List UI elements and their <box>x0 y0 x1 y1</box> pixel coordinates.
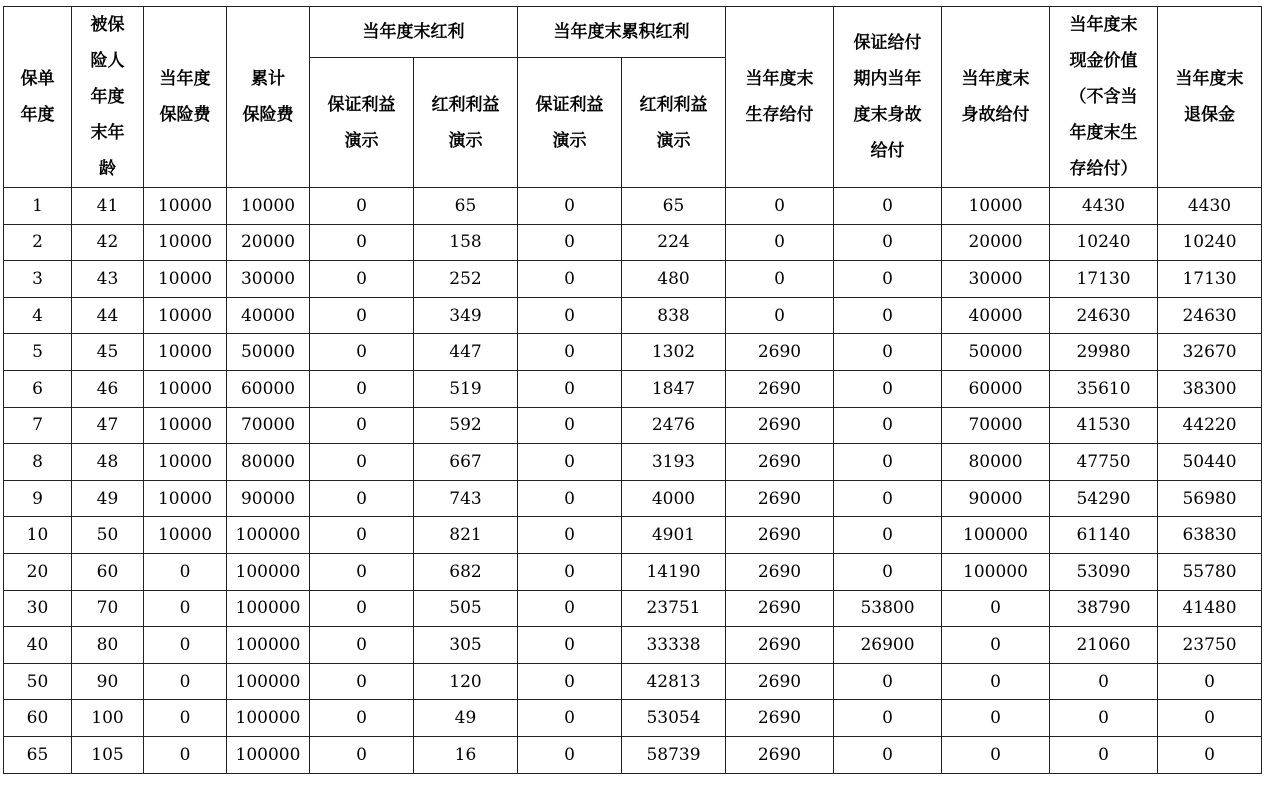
cell-death-benefit: 100000 <box>942 553 1050 590</box>
cell-policy-year: 1 <box>4 188 72 225</box>
cell-bonus-guaranteed: 0 <box>310 517 414 554</box>
cell-survival-benefit: 0 <box>726 224 834 261</box>
cell-cash-value: 24630 <box>1050 297 1158 334</box>
cell-cum-bonus-guaranteed: 0 <box>518 590 622 627</box>
cell-guarantee-death-benefit: 0 <box>834 370 942 407</box>
cell-bonus-guaranteed: 0 <box>310 188 414 225</box>
cell-bonus-guaranteed: 0 <box>310 736 414 773</box>
table-row <box>4 480 1262 517</box>
cell-cum-bonus-guaranteed: 0 <box>518 297 622 334</box>
table-row <box>4 700 1262 737</box>
cell-cumulative-premium: 20000 <box>227 224 310 261</box>
cell-annual-premium: 10000 <box>144 224 227 261</box>
cell-bonus-guaranteed: 0 <box>310 663 414 700</box>
cell-death-benefit: 70000 <box>942 407 1050 444</box>
cell-cum-bonus-dividend: 53054 <box>622 700 726 737</box>
cell-cash-value: 0 <box>1050 663 1158 700</box>
header-line: 险人 <box>90 51 125 71</box>
cell-policy-year: 7 <box>4 407 72 444</box>
cell-survival-benefit: 2690 <box>726 370 834 407</box>
cell-surrender-value: 23750 <box>1158 627 1262 664</box>
cell-policy-year: 50 <box>4 663 72 700</box>
cell-cum-bonus-guaranteed: 0 <box>518 407 622 444</box>
cell-bonus-dividend: 743 <box>414 480 518 517</box>
benefit-illustration-table <box>3 6 1262 774</box>
cell-insured-age: 50 <box>72 517 144 554</box>
cell-policy-year: 4 <box>4 297 72 334</box>
cell-surrender-value: 55780 <box>1158 553 1262 590</box>
cell-survival-benefit: 0 <box>726 261 834 298</box>
cell-cash-value: 35610 <box>1050 370 1158 407</box>
cell-annual-premium: 0 <box>144 627 227 664</box>
cell-cumulative-premium: 30000 <box>227 261 310 298</box>
cell-cash-value: 0 <box>1050 700 1158 737</box>
header-line: 当年度末 <box>1175 69 1244 89</box>
cell-surrender-value: 50440 <box>1158 444 1262 481</box>
cell-cum-bonus-guaranteed: 0 <box>518 663 622 700</box>
header-line: 保险费 <box>242 105 294 125</box>
header-line: 退保金 <box>1184 105 1235 125</box>
cell-cumulative-premium: 100000 <box>227 553 310 590</box>
header-surrender-value <box>1158 7 1262 188</box>
table-row <box>4 188 1262 225</box>
cell-bonus-guaranteed: 0 <box>310 700 414 737</box>
cell-survival-benefit: 2690 <box>726 663 834 700</box>
cell-guarantee-death-benefit: 0 <box>834 480 942 517</box>
cell-cumulative-premium: 70000 <box>227 407 310 444</box>
header-line: 演示 <box>448 130 483 151</box>
header-death-benefit <box>942 7 1050 188</box>
cell-insured-age: 60 <box>72 553 144 590</box>
cell-death-benefit: 50000 <box>942 334 1050 371</box>
cell-bonus-dividend: 252 <box>414 261 518 298</box>
table-row <box>4 627 1262 664</box>
cell-bonus-guaranteed: 0 <box>310 297 414 334</box>
cell-surrender-value: 32670 <box>1158 334 1262 371</box>
cell-bonus-dividend: 505 <box>414 590 518 627</box>
cell-bonus-dividend: 305 <box>414 627 518 664</box>
cell-cum-bonus-guaranteed: 0 <box>518 480 622 517</box>
cell-cumulative-premium: 10000 <box>227 188 310 225</box>
cell-surrender-value: 0 <box>1158 736 1262 773</box>
cell-bonus-dividend: 592 <box>414 407 518 444</box>
table-row <box>4 297 1262 334</box>
cell-guarantee-death-benefit: 0 <box>834 261 942 298</box>
cell-bonus-guaranteed: 0 <box>310 444 414 481</box>
cell-survival-benefit: 2690 <box>726 444 834 481</box>
cell-bonus-guaranteed: 0 <box>310 627 414 664</box>
cell-cum-bonus-dividend: 838 <box>622 297 726 334</box>
cell-guarantee-death-benefit: 0 <box>834 444 942 481</box>
header-cum-bonus-dividend <box>622 58 726 188</box>
cell-survival-benefit: 2690 <box>726 700 834 737</box>
header-line: 度末身故 <box>853 105 922 125</box>
cell-guarantee-death-benefit: 53800 <box>834 590 942 627</box>
cell-surrender-value: 38300 <box>1158 370 1262 407</box>
header-line: 保单 <box>20 69 55 89</box>
cell-death-benefit: 80000 <box>942 444 1050 481</box>
cell-cash-value: 41530 <box>1050 407 1158 444</box>
cell-cum-bonus-guaranteed: 0 <box>518 370 622 407</box>
header-line: 末年 <box>90 123 125 143</box>
cell-cumulative-premium: 40000 <box>227 297 310 334</box>
cell-cum-bonus-guaranteed: 0 <box>518 188 622 225</box>
cell-cumulative-premium: 100000 <box>227 736 310 773</box>
header-line: 累计 <box>251 69 285 89</box>
header-line: 保险费 <box>159 105 211 125</box>
table-row <box>4 224 1262 261</box>
header-group-annual-bonus: 当年度末红利 <box>310 7 518 58</box>
cell-bonus-guaranteed: 0 <box>310 334 414 371</box>
header-line: 保证给付 <box>853 33 922 53</box>
cell-policy-year: 40 <box>4 627 72 664</box>
cell-cash-value: 10240 <box>1050 224 1158 261</box>
header-line: 年度 <box>20 105 55 125</box>
cell-bonus-dividend: 821 <box>414 517 518 554</box>
cell-guarantee-death-benefit: 26900 <box>834 627 942 664</box>
top-text-fragment <box>960 0 1070 4</box>
header-line: 红利利益 <box>431 94 500 115</box>
cell-death-benefit: 90000 <box>942 480 1050 517</box>
cell-bonus-guaranteed: 0 <box>310 553 414 590</box>
cell-insured-age: 48 <box>72 444 144 481</box>
cell-surrender-value: 0 <box>1158 663 1262 700</box>
cell-cumulative-premium: 50000 <box>227 334 310 371</box>
table-row <box>4 444 1262 481</box>
cell-cash-value: 4430 <box>1050 188 1158 225</box>
cell-bonus-dividend: 519 <box>414 370 518 407</box>
cell-death-benefit: 0 <box>942 663 1050 700</box>
cell-insured-age: 45 <box>72 334 144 371</box>
cell-guarantee-death-benefit: 0 <box>834 297 942 334</box>
cell-survival-benefit: 2690 <box>726 553 834 590</box>
cell-annual-premium: 10000 <box>144 261 227 298</box>
cell-cash-value: 54290 <box>1050 480 1158 517</box>
cell-surrender-value: 56980 <box>1158 480 1262 517</box>
cell-cum-bonus-guaranteed: 0 <box>518 334 622 371</box>
benefit-illustration-table-wrapper <box>3 6 1262 774</box>
cell-survival-benefit: 2690 <box>726 627 834 664</box>
cell-bonus-guaranteed: 0 <box>310 480 414 517</box>
header-line: 年度 <box>90 87 125 107</box>
cell-insured-age: 100 <box>72 700 144 737</box>
cell-cum-bonus-dividend: 1847 <box>622 370 726 407</box>
cell-cum-bonus-dividend: 3193 <box>622 444 726 481</box>
header-bonus-dividend <box>414 58 518 188</box>
header-cum-bonus-guaranteed <box>518 58 622 188</box>
header-group-cumulative-bonus: 当年度末累积红利 <box>518 7 726 58</box>
cell-surrender-value: 63830 <box>1158 517 1262 554</box>
cell-cash-value: 47750 <box>1050 444 1158 481</box>
cell-bonus-dividend: 65 <box>414 188 518 225</box>
cell-cash-value: 61140 <box>1050 517 1158 554</box>
header-line: 红利利益 <box>639 94 708 115</box>
header-line: 存给付） <box>1069 159 1138 179</box>
cell-death-benefit: 0 <box>942 700 1050 737</box>
cell-cum-bonus-dividend: 224 <box>622 224 726 261</box>
cell-death-benefit: 0 <box>942 590 1050 627</box>
cell-policy-year: 3 <box>4 261 72 298</box>
cell-survival-benefit: 0 <box>726 188 834 225</box>
header-line: 演示 <box>552 130 587 151</box>
cell-death-benefit: 100000 <box>942 517 1050 554</box>
cell-surrender-value: 24630 <box>1158 297 1262 334</box>
cell-survival-benefit: 2690 <box>726 590 834 627</box>
header-line: 当年度 <box>159 69 211 89</box>
cell-bonus-dividend: 16 <box>414 736 518 773</box>
header-policy-year <box>4 7 72 188</box>
header-survival-benefit <box>726 7 834 188</box>
cell-guarantee-death-benefit: 0 <box>834 224 942 261</box>
cell-death-benefit: 0 <box>942 627 1050 664</box>
cell-cum-bonus-guaranteed: 0 <box>518 627 622 664</box>
cell-policy-year: 6 <box>4 370 72 407</box>
cell-insured-age: 44 <box>72 297 144 334</box>
header-line: 演示 <box>344 130 379 151</box>
cell-cum-bonus-dividend: 480 <box>622 261 726 298</box>
cell-bonus-dividend: 447 <box>414 334 518 371</box>
header-line: 演示 <box>656 130 691 151</box>
cell-insured-age: 49 <box>72 480 144 517</box>
table-row <box>4 407 1262 444</box>
header-line: 身故给付 <box>961 105 1030 125</box>
cell-guarantee-death-benefit: 0 <box>834 517 942 554</box>
cell-cumulative-premium: 60000 <box>227 370 310 407</box>
cell-cum-bonus-dividend: 14190 <box>622 553 726 590</box>
cell-annual-premium: 10000 <box>144 334 227 371</box>
cell-insured-age: 41 <box>72 188 144 225</box>
cell-annual-premium: 10000 <box>144 444 227 481</box>
table-row <box>4 334 1262 371</box>
cell-policy-year: 30 <box>4 590 72 627</box>
cell-insured-age: 105 <box>72 736 144 773</box>
cell-cum-bonus-guaranteed: 0 <box>518 261 622 298</box>
cell-annual-premium: 10000 <box>144 517 227 554</box>
header-line: 给付 <box>870 141 905 161</box>
cell-death-benefit: 10000 <box>942 188 1050 225</box>
cell-insured-age: 80 <box>72 627 144 664</box>
cell-annual-premium: 10000 <box>144 480 227 517</box>
table-body <box>4 188 1262 774</box>
cell-cash-value: 0 <box>1050 736 1158 773</box>
cell-surrender-value: 10240 <box>1158 224 1262 261</box>
header-insured-age <box>72 7 144 188</box>
table-row <box>4 736 1262 773</box>
cell-policy-year: 2 <box>4 224 72 261</box>
cell-insured-age: 43 <box>72 261 144 298</box>
cell-survival-benefit: 2690 <box>726 407 834 444</box>
cell-cum-bonus-dividend: 4000 <box>622 480 726 517</box>
cell-annual-premium: 10000 <box>144 188 227 225</box>
header-line: 生存给付 <box>745 105 814 125</box>
cell-annual-premium: 0 <box>144 590 227 627</box>
cell-cumulative-premium: 100000 <box>227 627 310 664</box>
cell-cumulative-premium: 80000 <box>227 444 310 481</box>
cell-annual-premium: 10000 <box>144 370 227 407</box>
table-header <box>4 7 1262 188</box>
table-row <box>4 517 1262 554</box>
cell-cum-bonus-dividend: 42813 <box>622 663 726 700</box>
cell-cum-bonus-dividend: 4901 <box>622 517 726 554</box>
cell-death-benefit: 0 <box>942 736 1050 773</box>
cell-surrender-value: 0 <box>1158 700 1262 737</box>
cell-cumulative-premium: 100000 <box>227 700 310 737</box>
cell-bonus-guaranteed: 0 <box>310 370 414 407</box>
cell-bonus-guaranteed: 0 <box>310 261 414 298</box>
cell-guarantee-death-benefit: 0 <box>834 663 942 700</box>
cell-insured-age: 70 <box>72 590 144 627</box>
cell-bonus-dividend: 158 <box>414 224 518 261</box>
cell-cum-bonus-guaranteed: 0 <box>518 224 622 261</box>
header-cumulative-premium <box>227 7 310 188</box>
cell-annual-premium: 0 <box>144 553 227 590</box>
cell-insured-age: 42 <box>72 224 144 261</box>
cell-guarantee-death-benefit: 0 <box>834 407 942 444</box>
cell-survival-benefit: 2690 <box>726 334 834 371</box>
header-line: 当年度末 <box>745 69 814 89</box>
header-line: 年度末生 <box>1069 123 1138 143</box>
cell-cumulative-premium: 100000 <box>227 590 310 627</box>
cell-surrender-value: 4430 <box>1158 188 1262 225</box>
cell-annual-premium: 10000 <box>144 297 227 334</box>
header-bonus-guaranteed <box>310 58 414 188</box>
table-row <box>4 590 1262 627</box>
cell-bonus-dividend: 667 <box>414 444 518 481</box>
cell-guarantee-death-benefit: 0 <box>834 700 942 737</box>
cell-death-benefit: 40000 <box>942 297 1050 334</box>
cell-cum-bonus-dividend: 65 <box>622 188 726 225</box>
header-line: 当年度末 <box>961 69 1030 89</box>
cell-cum-bonus-guaranteed: 0 <box>518 700 622 737</box>
header-line: （不含当 <box>1069 87 1138 107</box>
cell-survival-benefit: 2690 <box>726 736 834 773</box>
cell-cumulative-premium: 100000 <box>227 663 310 700</box>
header-annual-premium <box>144 7 227 188</box>
cell-surrender-value: 17130 <box>1158 261 1262 298</box>
cell-bonus-dividend: 49 <box>414 700 518 737</box>
cell-annual-premium: 0 <box>144 736 227 773</box>
cell-policy-year: 10 <box>4 517 72 554</box>
cell-guarantee-death-benefit: 0 <box>834 736 942 773</box>
cell-cash-value: 21060 <box>1050 627 1158 664</box>
table-row <box>4 553 1262 590</box>
cell-insured-age: 46 <box>72 370 144 407</box>
cell-cum-bonus-dividend: 2476 <box>622 407 726 444</box>
cell-annual-premium: 10000 <box>144 407 227 444</box>
cell-bonus-guaranteed: 0 <box>310 590 414 627</box>
cell-surrender-value: 41480 <box>1158 590 1262 627</box>
cell-survival-benefit: 0 <box>726 297 834 334</box>
header-cash-value <box>1050 7 1158 188</box>
cell-cum-bonus-dividend: 1302 <box>622 334 726 371</box>
header-line: 龄 <box>99 159 116 179</box>
cell-death-benefit: 20000 <box>942 224 1050 261</box>
cell-cum-bonus-guaranteed: 0 <box>518 517 622 554</box>
cell-death-benefit: 30000 <box>942 261 1050 298</box>
cell-cum-bonus-guaranteed: 0 <box>518 736 622 773</box>
cell-cumulative-premium: 90000 <box>227 480 310 517</box>
header-line: 当年度末 <box>1069 15 1138 35</box>
cell-cash-value: 29980 <box>1050 334 1158 371</box>
table-row <box>4 370 1262 407</box>
cell-cash-value: 38790 <box>1050 590 1158 627</box>
cell-annual-premium: 0 <box>144 663 227 700</box>
cell-policy-year: 60 <box>4 700 72 737</box>
cell-cum-bonus-dividend: 23751 <box>622 590 726 627</box>
table-row <box>4 663 1262 700</box>
header-guarantee-period-death-benefit <box>834 7 942 188</box>
header-line: 保证利益 <box>535 94 604 115</box>
cell-bonus-dividend: 120 <box>414 663 518 700</box>
cell-cash-value: 53090 <box>1050 553 1158 590</box>
cell-guarantee-death-benefit: 0 <box>834 553 942 590</box>
header-line: 被保 <box>90 15 125 35</box>
cell-insured-age: 47 <box>72 407 144 444</box>
cell-insured-age: 90 <box>72 663 144 700</box>
cell-policy-year: 20 <box>4 553 72 590</box>
cell-survival-benefit: 2690 <box>726 517 834 554</box>
cell-policy-year: 8 <box>4 444 72 481</box>
cell-death-benefit: 60000 <box>942 370 1050 407</box>
cell-cum-bonus-guaranteed: 0 <box>518 553 622 590</box>
cell-bonus-dividend: 682 <box>414 553 518 590</box>
cell-policy-year: 9 <box>4 480 72 517</box>
cell-survival-benefit: 2690 <box>726 480 834 517</box>
cell-cash-value: 17130 <box>1050 261 1158 298</box>
table-row <box>4 261 1262 298</box>
cell-cum-bonus-guaranteed: 0 <box>518 444 622 481</box>
header-line: 现金价值 <box>1069 51 1138 71</box>
cell-annual-premium: 0 <box>144 700 227 737</box>
cell-bonus-guaranteed: 0 <box>310 407 414 444</box>
cell-bonus-guaranteed: 0 <box>310 224 414 261</box>
header-line: 期内当年 <box>853 69 922 89</box>
header-line: 保证利益 <box>327 94 396 115</box>
cell-guarantee-death-benefit: 0 <box>834 188 942 225</box>
cell-cum-bonus-dividend: 58739 <box>622 736 726 773</box>
cell-cum-bonus-dividend: 33338 <box>622 627 726 664</box>
cell-policy-year: 5 <box>4 334 72 371</box>
cell-guarantee-death-benefit: 0 <box>834 334 942 371</box>
cell-bonus-dividend: 349 <box>414 297 518 334</box>
cell-cumulative-premium: 100000 <box>227 517 310 554</box>
cell-surrender-value: 44220 <box>1158 407 1262 444</box>
cell-policy-year: 65 <box>4 736 72 773</box>
